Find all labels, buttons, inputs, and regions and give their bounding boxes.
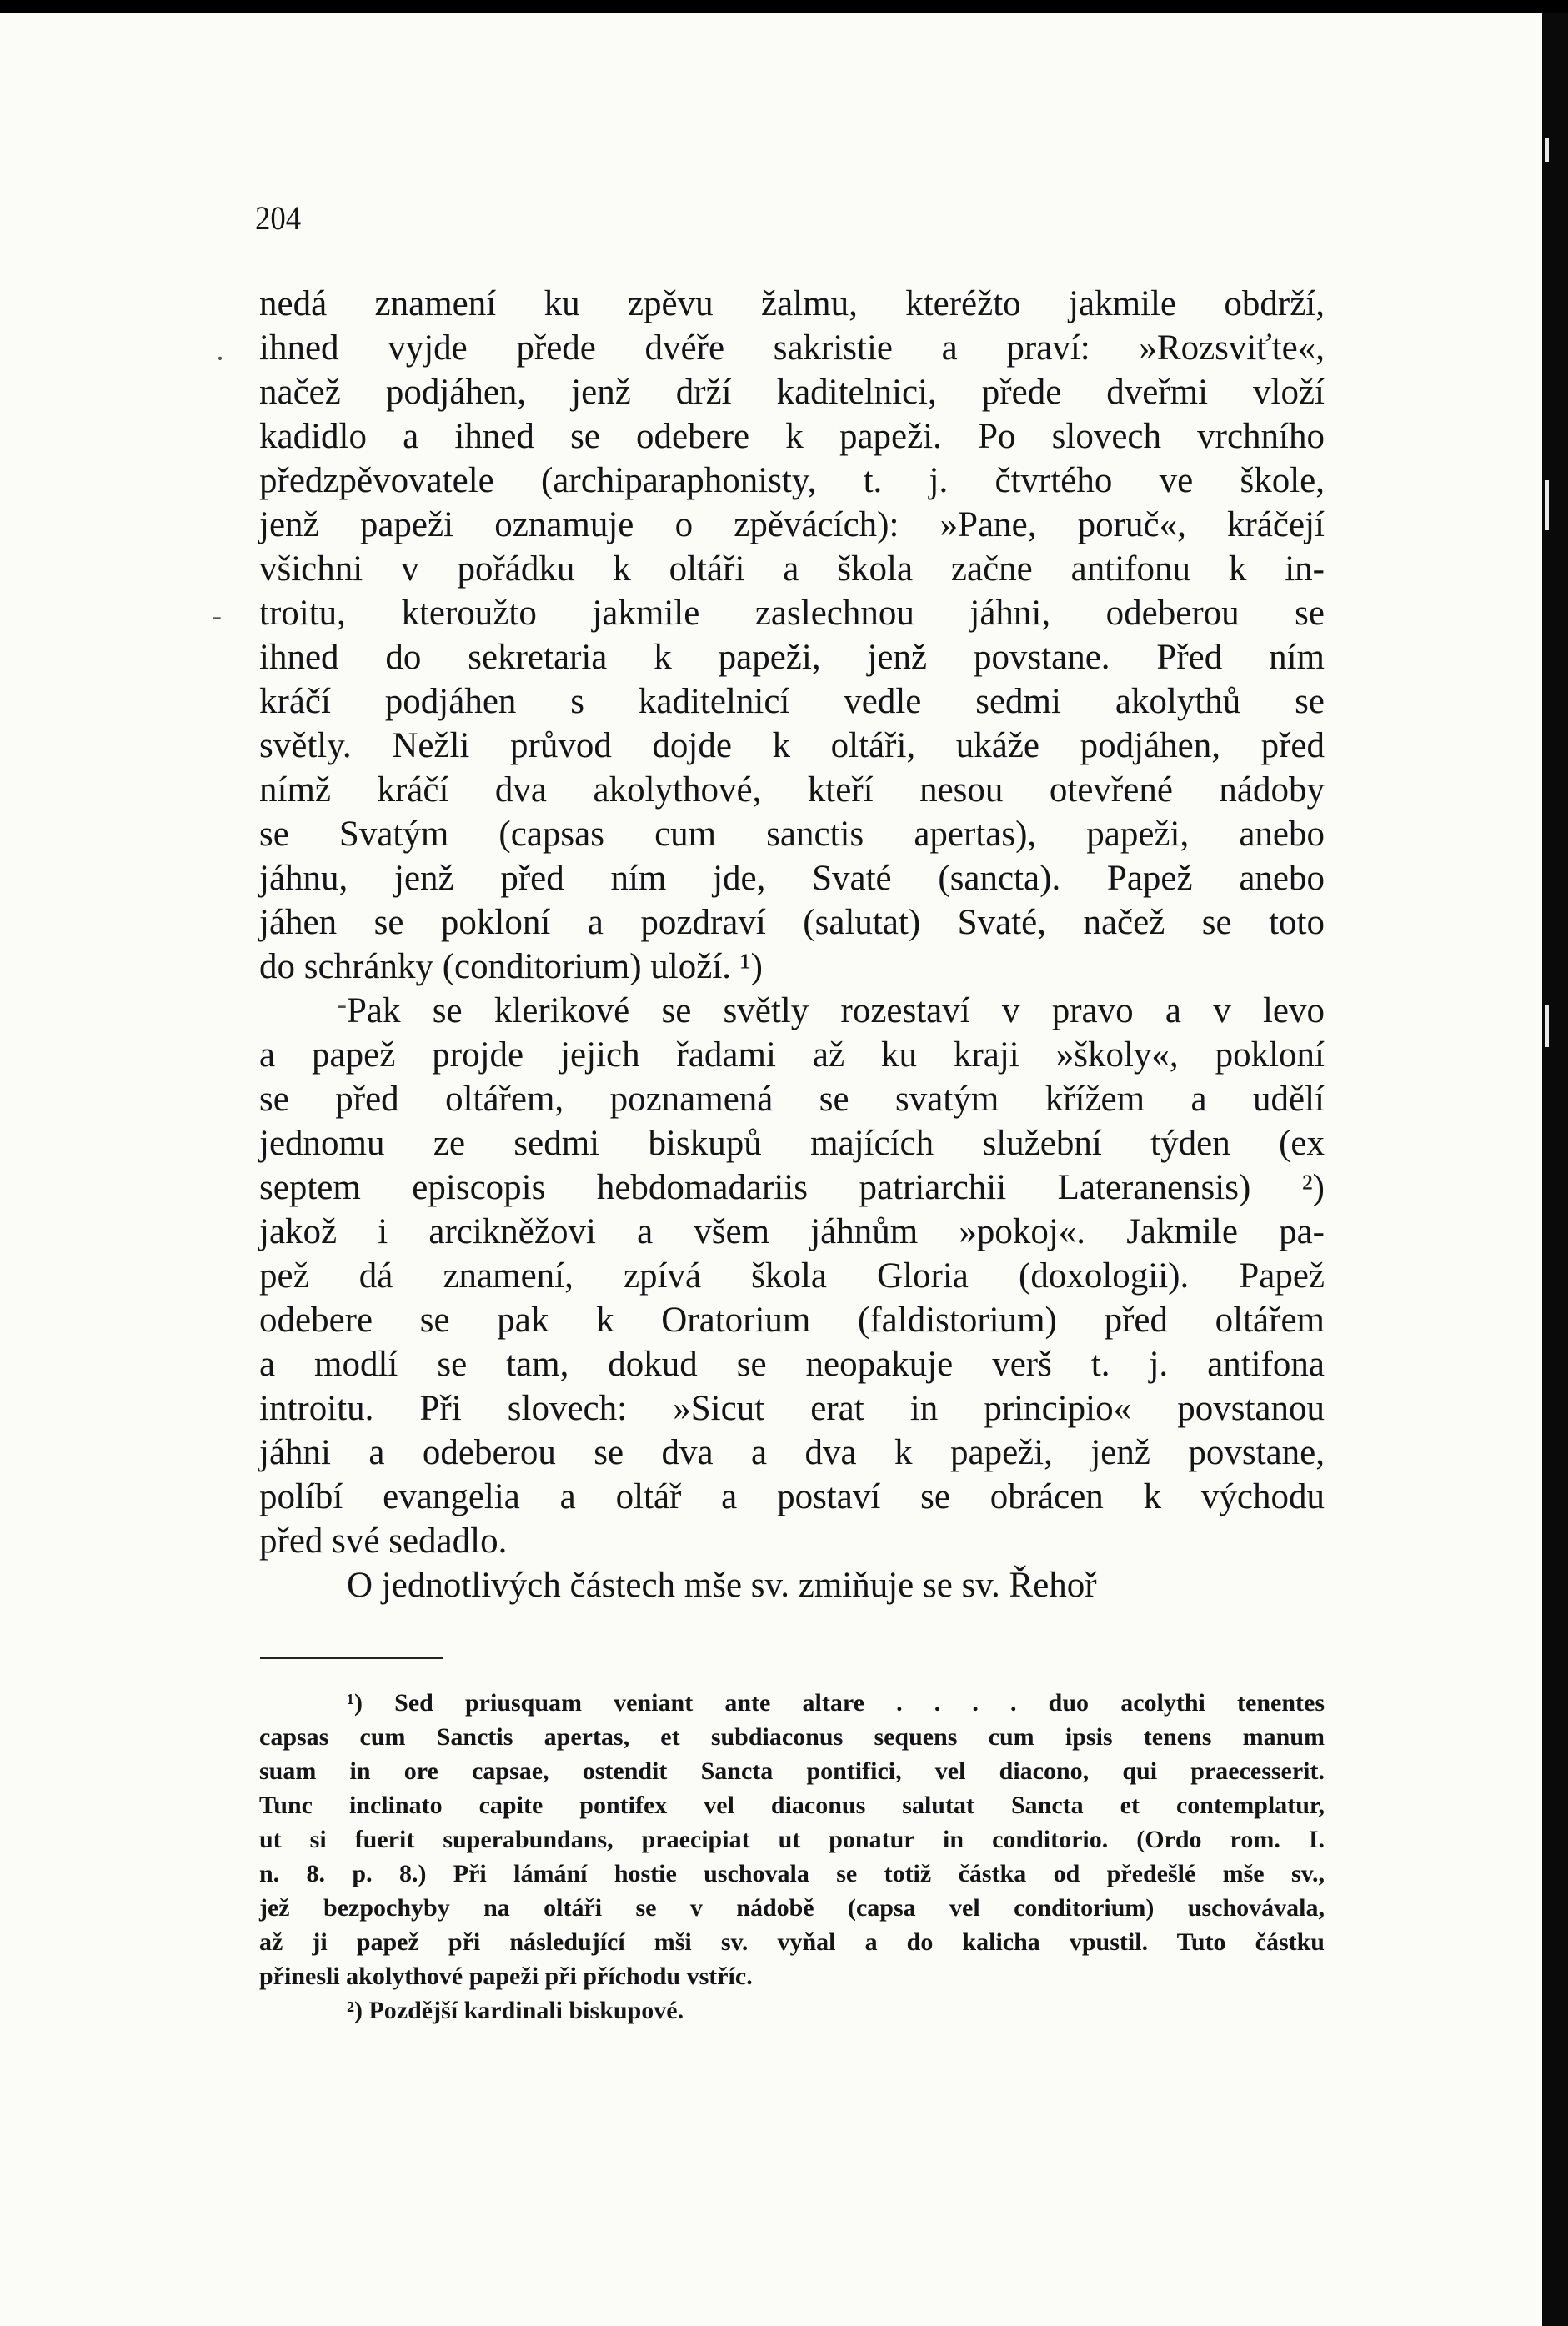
text-line: před své sedadlo.	[259, 1521, 508, 1561]
text-line: jáhnu, jenž před ním jde, Svaté (sancta). Papež anebo	[259, 859, 1325, 898]
text-line: do schránky (conditorium) uloží. ¹)	[259, 947, 763, 986]
text-line: a modlí se tam, dokud se neopakuje verš t. j. antifona	[259, 1345, 1325, 1384]
text-line: jáhni a odeberou se dva a dva k papeži, jenž povstane,	[259, 1433, 1325, 1472]
book-page	[0, 13, 1542, 2326]
footnote-divider	[260, 1657, 443, 1659]
text-line: septem episcopis hebdomadariis patriarchii Lateranensis) ²)	[259, 1168, 1325, 1207]
text-line: odebere se pak k Oratorium (faldistorium) před oltářem	[259, 1301, 1325, 1340]
text-line: všichni v pořádku k oltáři a škola začne antifonu k in-	[259, 549, 1325, 589]
text-line: ihned do sekretaria k papeži, jenž povstane. Před ním	[259, 638, 1325, 677]
scan-edge-mark	[1545, 480, 1549, 530]
footnote-line: n. 8. p. 8.) Při lámání hostie uschovala se totiž částka od předešlé mše sv.,	[259, 1860, 1325, 1887]
footnote-line: jež bezpochyby na oltáři se v nádobě (capsa vel conditorium) uschovávala,	[259, 1894, 1325, 1922]
footnote-line: ²) Pozdější kardinali biskupové.	[347, 1997, 684, 2024]
text-line: a papež projde jejich řadami až ku kraji »školy«, pokloní	[259, 1035, 1325, 1075]
scan-edge-mark	[1545, 138, 1549, 162]
text-line: jenž papeži oznamuje o zpěvácích): »Pane, poruč«, kráčejí	[259, 505, 1325, 544]
margin-mark: ·	[215, 342, 225, 375]
text-line: nímž kráčí dva akolythové, kteří nesou otevřené nádoby	[259, 770, 1325, 810]
footnote-line: přinesli akolythové papeži při příchodu vstříc.	[259, 1963, 753, 1990]
text-line: pež dá znamení, zpívá škola Gloria (doxologii). Papež	[259, 1256, 1325, 1296]
footnote-line: suam in ore capsae, ostendit Sancta pontifici, vel diacono, qui praecesserit.	[259, 1757, 1325, 1785]
text-line: Pak se klerikové se světly rozestaví v pravo a v levo	[347, 991, 1325, 1030]
scan-edge-mark	[1545, 1005, 1549, 1047]
text-line: políbí evangelia a oltář a postaví se obrácen k východu	[259, 1477, 1325, 1516]
text-line: načež podjáhen, jenž drží kaditelnici, přede dveřmi vloží	[259, 373, 1325, 412]
footnote-line: až ji papež při následující mši sv. vyňal a do kalicha vpustil. Tuto částku	[259, 1928, 1325, 1956]
text-line: se Svatým (capsas cum sanctis apertas), papeži, anebo	[259, 815, 1325, 854]
main-text	[259, 282, 1325, 1607]
margin-mark: -	[337, 987, 347, 1020]
footnote-line: ¹) Sed priusquam veniant ante altare . . . . duo acolythi tenentes	[347, 1689, 1325, 1717]
text-line: kadidlo a ihned se odebere k papeži. Po slovech vrchního	[259, 417, 1325, 456]
text-line: O jednotlivých částech mše sv. zmiňuje se sv. Řehoř	[347, 1566, 1097, 1605]
text-line: introitu. Při slovech: »Sicut erat in principio« povstanou	[259, 1389, 1325, 1428]
text-line: nedá znamení ku zpěvu žalmu, kteréžto jakmile obdrží,	[259, 284, 1325, 323]
text-line: jednomu ze sedmi biskupů majících služební týden (ex	[259, 1124, 1325, 1163]
footnote-line: Tunc inclinato capite pontifex vel diaconus salutat Sancta et contemplatur,	[259, 1792, 1325, 1819]
footnote-line: ut si fuerit superabundans, praecipiat ut ponatur in conditorio. (Ordo rom. I.	[259, 1826, 1325, 1853]
text-line: předzpěvovatele (archiparaphonisty, t. j. čtvrtého ve škole,	[259, 461, 1325, 500]
text-line: troitu, kteroužto jakmile zaslechnou jáhni, odeberou se	[259, 594, 1325, 633]
text-line: jakož i arcikněžovi a všem jáhnům »pokoj«. Jakmile pa-	[259, 1212, 1325, 1251]
text-line: se před oltářem, poznamená se svatým křížem a udělí	[259, 1080, 1325, 1119]
footnotes	[259, 1686, 1325, 2028]
footnote-line: capsas cum Sanctis apertas, et subdiaconus sequens cum ipsis tenens manum	[259, 1723, 1325, 1751]
page-number: 204	[255, 199, 302, 237]
text-line: světly. Nežli průvod dojde k oltáři, ukáže podjáhen, před	[259, 726, 1325, 765]
text-line: kráčí podjáhen s kaditelnicí vedle sedmi akolythů se	[259, 682, 1325, 721]
text-line: jáhen se pokloní a pozdraví (salutat) Svaté, načež se toto	[259, 903, 1325, 942]
margin-mark: -	[212, 599, 222, 632]
text-line: ihned vyjde přede dvéře sakristie a praví: »Rozsviťte«,	[259, 328, 1325, 368]
scan-border-right	[1542, 13, 1568, 2326]
